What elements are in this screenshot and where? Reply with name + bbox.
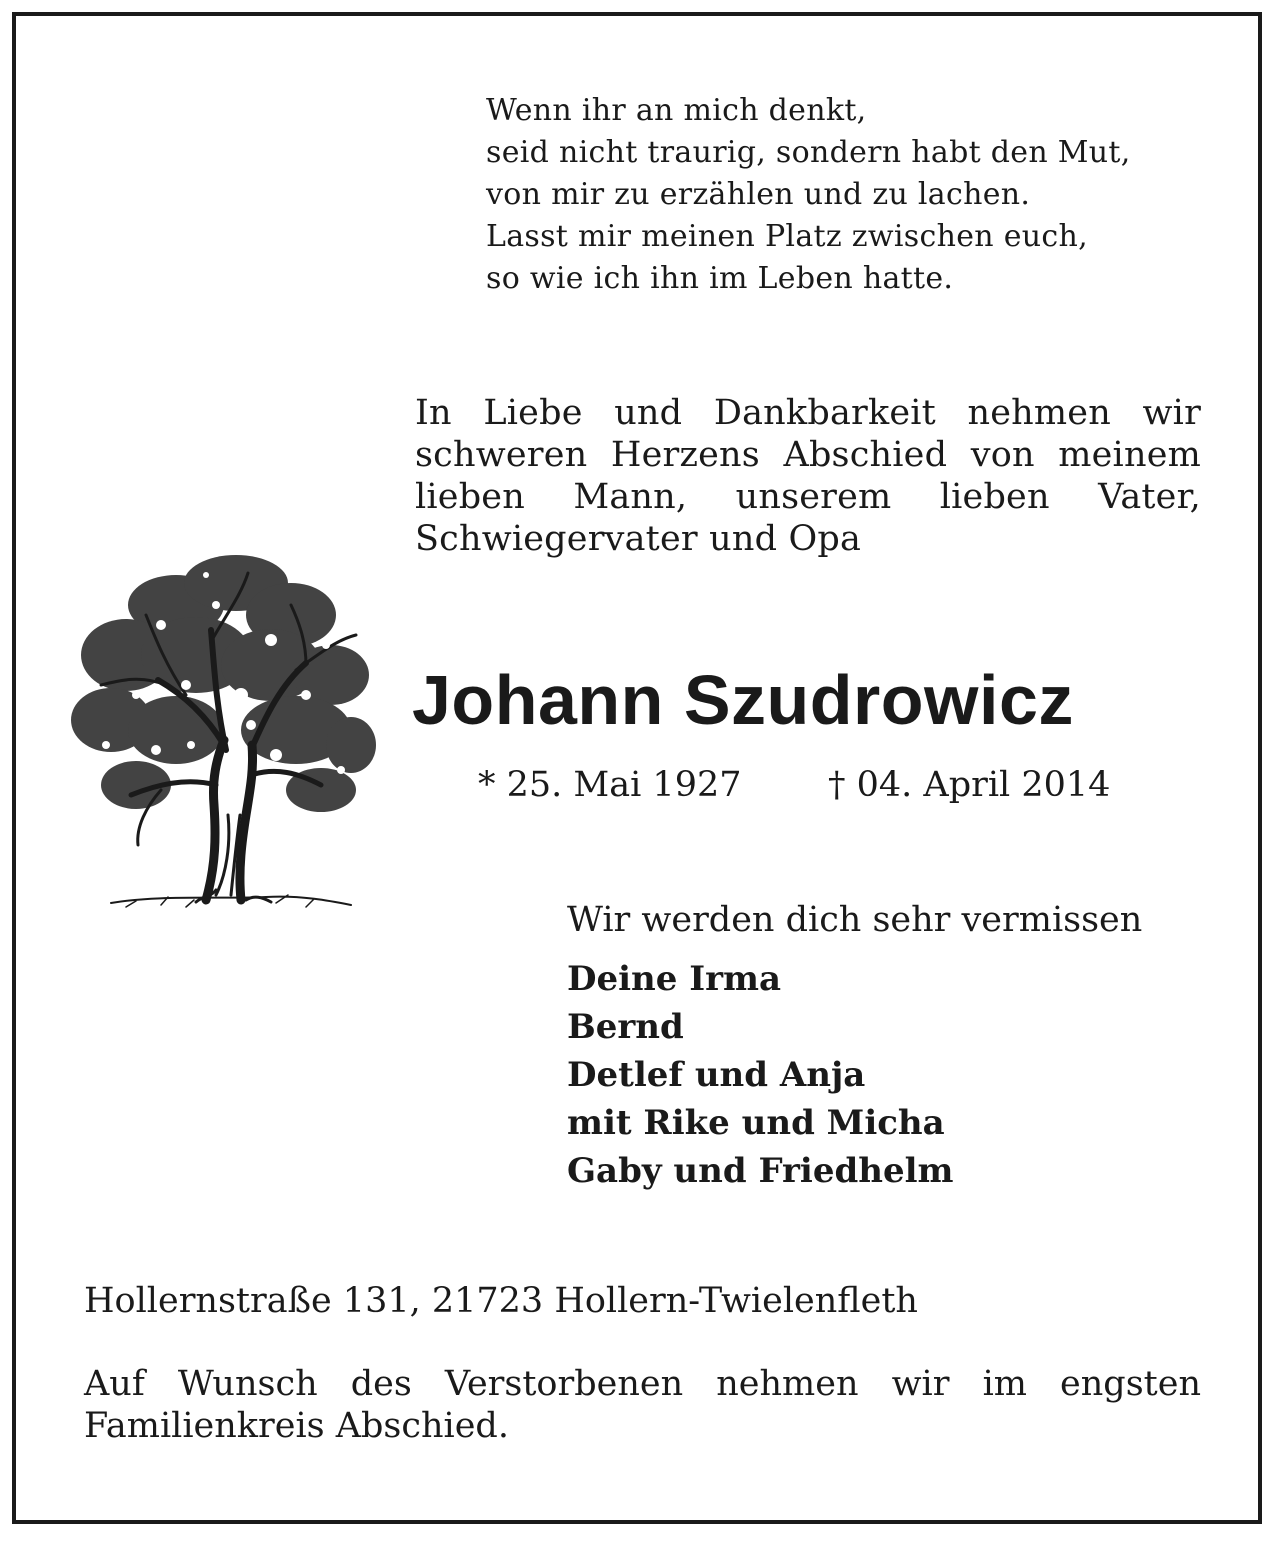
deceased-name: Johann Szudrowicz: [412, 661, 1074, 739]
poem-line: Wenn ihr an mich denkt,: [486, 93, 867, 128]
poem-line: von mir zu erzählen und zu lachen.: [486, 177, 1031, 212]
mourners-list: [567, 955, 954, 1195]
intro-line: schweren Herzens Abschied von meinem: [415, 435, 1201, 475]
note-line: Familienkreis Abschied.: [84, 1406, 509, 1446]
note-line: Auf Wunsch des Verstorbenen nehmen wir im engsten: [84, 1364, 1201, 1404]
intro-text: [415, 392, 1201, 560]
tree-icon: [66, 545, 376, 920]
intro-line: lieben Mann, unserem lieben Vater,: [415, 477, 1201, 517]
mourner-name: Gaby und Friedhelm: [567, 1151, 954, 1191]
intro-line: In Liebe und Dankbarkeit nehmen wir: [415, 393, 1201, 433]
poem-line: so wie ich ihn im Leben hatte.: [486, 261, 954, 296]
intro-line: Schwiegervater und Opa: [415, 519, 862, 559]
birth-date: * 25. Mai 1927: [478, 765, 742, 805]
mourner-name: mit Rike und Micha: [567, 1103, 945, 1143]
poem: [486, 90, 1226, 300]
poem-line: Lasst mir meinen Platz zwischen euch,: [486, 219, 1088, 254]
address: Hollernstraße 131, 21723 Hollern-Twielenfleth: [84, 1281, 918, 1321]
mourner-name: Detlef und Anja: [567, 1055, 866, 1095]
death-date: † 04. April 2014: [828, 765, 1111, 805]
mourner-name: Bernd: [567, 1007, 684, 1047]
poem-line: seid nicht traurig, sondern habt den Mut,: [486, 135, 1131, 170]
mourner-name: Deine Irma: [567, 959, 782, 999]
closing-note: [84, 1363, 1201, 1447]
mourners-intro: Wir werden dich sehr vermissen: [567, 900, 1143, 940]
